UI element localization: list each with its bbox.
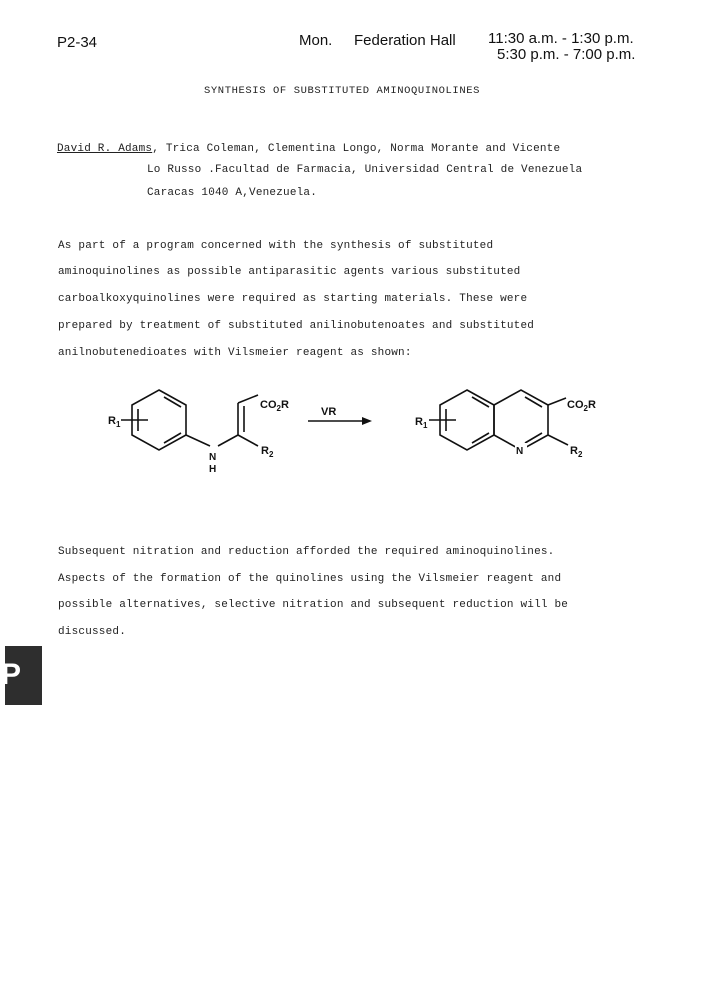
reactant-co2r-label: $CO_2R$ — [260, 399, 289, 413]
product-r2-label: $R_2$ — [570, 445, 583, 459]
reagent-label: VR — [321, 406, 337, 418]
session-code: P2-34 — [57, 34, 98, 51]
paragraph-2-line-3: possible alternatives, selective nitration and subsequent reduction will be — [58, 599, 569, 611]
reaction-scheme — [0, 380, 704, 480]
section-tab-letter: P — [1, 658, 22, 691]
product-co2r-label: $CO_2R$ — [567, 399, 596, 413]
product-quinoline — [429, 390, 568, 450]
paragraph-2-line-4: discussed. — [58, 626, 127, 638]
session-time-2: 5:30 p.m. - 7:00 p.m. — [497, 46, 636, 63]
reactant-aniline — [121, 390, 258, 450]
session-day: Mon. — [299, 32, 333, 49]
session-location: Federation Hall — [354, 32, 456, 49]
author-line-3: Caracas 1040 A,Venezuela. — [147, 187, 318, 199]
product-r1-label: $R_1$ — [415, 416, 428, 430]
paragraph-2-line-1: Subsequent nitration and reduction afforded the required aminoquinolines. — [58, 546, 555, 558]
reactant-r1-label: $R_1$ — [108, 415, 121, 429]
paragraph-1-line-5: anilnobutenedioates with Vilsmeier reagent as shown: — [58, 347, 412, 359]
paragraph-1-line-3: carboalkoxyquinolines were required as starting materials. These were — [58, 293, 528, 305]
abstract-title: SYNTHESIS OF SUBSTITUTED AMINOQUINOLINES — [204, 85, 481, 97]
paragraph-1-line-2: aminoquinolines as possible antiparasitic agents various substituted — [58, 266, 521, 278]
reaction-arrow — [308, 417, 372, 425]
reactant-r2-label: $R_2$ — [261, 445, 274, 459]
paragraph-1-line-1: As part of a program concerned with the synthesis of substituted — [58, 240, 494, 252]
author-line-1 — [57, 143, 560, 155]
reactant-n-label: N — [209, 452, 217, 463]
presenting-author: David R. Adams — [57, 143, 153, 155]
paragraph-1-line-4: prepared by treatment of substituted anilinobutenoates and substituted — [58, 320, 535, 332]
reactant-h-label: H — [209, 464, 217, 475]
section-tab-marker — [1, 646, 42, 705]
product-n-label: N — [516, 446, 524, 457]
author-line-2: Lo Russo .Facultad de Farmacia, Universidad Central de Venezuela — [147, 164, 583, 176]
paragraph-2-line-2: Aspects of the formation of the quinolines using the Vilsmeier reagent and — [58, 573, 562, 585]
co-authors: , Trica Coleman, Clementina Longo, Norma Morante and Vicente — [152, 143, 561, 155]
session-time-1: 11:30 a.m. - 1:30 p.m. — [488, 30, 634, 47]
